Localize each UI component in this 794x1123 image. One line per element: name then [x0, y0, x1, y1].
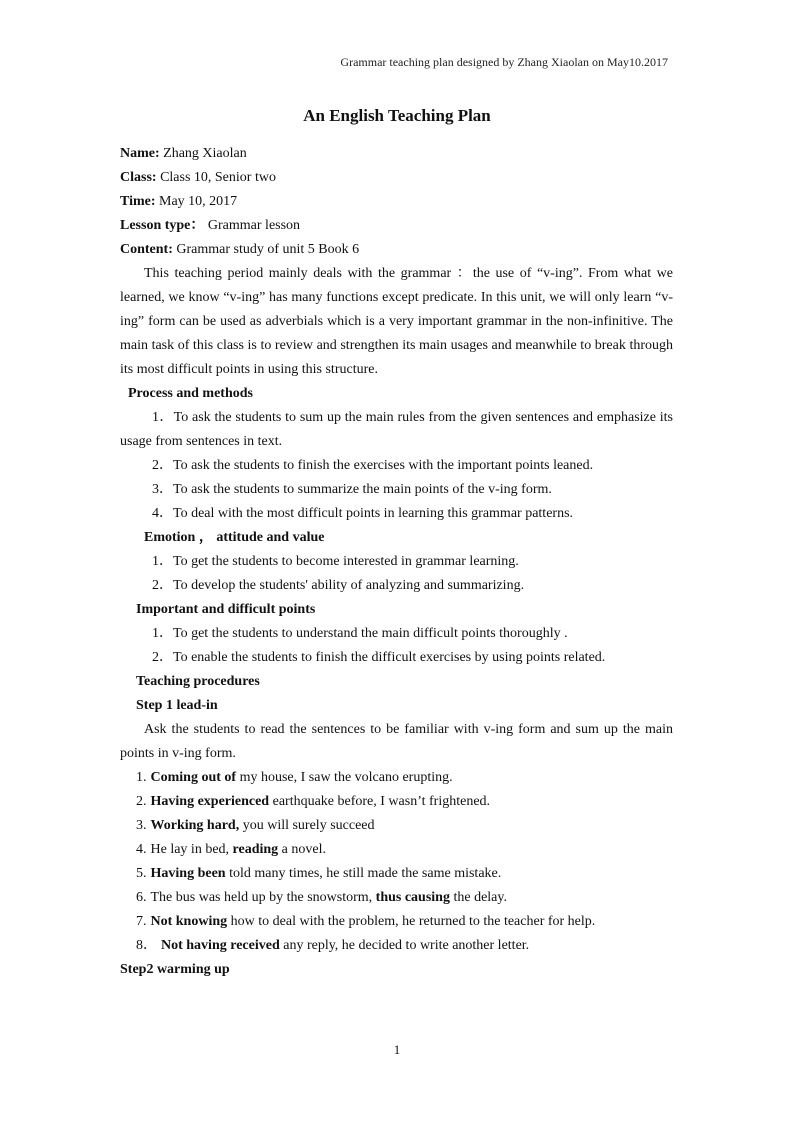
- sentence-pre: He lay in bed,: [150, 842, 233, 857]
- sentence-highlight: Not knowing: [150, 914, 228, 929]
- example-sentence: [120, 886, 673, 910]
- sentence-highlight: Coming out of: [150, 770, 237, 785]
- info-time-label: Time:: [120, 194, 156, 209]
- sentence-post: you will surely succeed: [239, 818, 375, 833]
- sentence-number: 1.: [136, 770, 147, 785]
- info-class-label: Class:: [120, 170, 157, 185]
- example-sentence: [120, 910, 673, 934]
- process-item: 2．To ask the students to finish the exercises with the important points leaned.: [152, 458, 594, 473]
- page-header: Grammar teaching plan designed by Zhang Xiaolan on May10.2017: [340, 55, 668, 69]
- info-time-value: May 10, 2017: [155, 194, 238, 209]
- example-sentence: [120, 814, 673, 838]
- sentence-post: any reply, he decided to write another letter.: [279, 938, 530, 953]
- sentence-highlight: reading: [232, 842, 279, 857]
- sentence-number: 8．: [136, 938, 157, 953]
- sentence-post: told many times, he still made the same mistake.: [225, 866, 502, 881]
- sentence-number: 4.: [136, 842, 147, 857]
- process-heading: Process and methods: [128, 386, 253, 401]
- example-sentence: [120, 934, 673, 958]
- info-name: [120, 142, 673, 166]
- sentence-number: 7.: [136, 914, 147, 929]
- document-title: An English Teaching Plan: [303, 106, 491, 125]
- sentence-post: the delay.: [449, 890, 507, 905]
- procedures-heading: Teaching procedures: [136, 674, 260, 689]
- example-sentence: [120, 838, 673, 862]
- emotion-item: 1．To get the students to become interested in grammar learning.: [152, 554, 519, 569]
- sentence-post: how to deal with the problem, he returned to the teacher for help.: [227, 914, 596, 929]
- important-heading: Important and difficult points: [136, 602, 316, 617]
- sentence-highlight: Working hard,: [150, 818, 240, 833]
- info-lesson-type-value: Grammar lesson: [204, 218, 301, 233]
- step1-heading: Step 1 lead-in: [136, 698, 218, 713]
- page-number: 1: [393, 1042, 401, 1057]
- info-lesson-type-label: Lesson type：: [120, 218, 205, 233]
- sentence-post: earthquake before, I wasn’t frightened.: [269, 794, 491, 809]
- info-class: [120, 166, 673, 190]
- example-sentence: [120, 790, 673, 814]
- process-item: 4．To deal with the most difficult points in learning this grammar patterns.: [152, 506, 574, 521]
- sentence-highlight: Having experienced: [150, 794, 270, 809]
- info-class-value: Class 10, Senior two: [156, 170, 276, 185]
- sentence-highlight: Having been: [150, 866, 226, 881]
- info-name-label: Name:: [120, 146, 160, 161]
- important-item: 2．To enable the students to finish the difficult exercises by using points related.: [152, 650, 606, 665]
- info-time: [120, 190, 673, 214]
- sentence-number: 6.: [136, 890, 147, 905]
- info-content-label: Content:: [120, 242, 173, 257]
- sentence-post: a novel.: [278, 842, 326, 857]
- info-name-value: Zhang Xiaolan: [159, 146, 247, 161]
- sentence-highlight: thus causing: [375, 890, 450, 905]
- important-item: 1．To get the students to understand the main difficult points thoroughly .: [152, 626, 568, 641]
- sentence-highlight: Not having received: [161, 938, 280, 953]
- sentence-number: 3.: [136, 818, 147, 833]
- sentence-number: 5.: [136, 866, 147, 881]
- emotion-heading: Emotion ， attitude and value: [144, 530, 325, 545]
- example-sentence: [120, 766, 673, 790]
- example-sentence: [120, 862, 673, 886]
- info-lesson-type: [120, 214, 673, 238]
- sentence-pre: The bus was held up by the snowstorm,: [150, 890, 376, 905]
- info-content-value: Grammar study of unit 5 Book 6: [172, 242, 360, 257]
- step2-heading: Step2 warming up: [120, 962, 230, 977]
- sentence-number: 2.: [136, 794, 147, 809]
- document-body: [120, 142, 673, 982]
- process-item: 1．To ask the students to sum up the main rules from the given sentences and emphasize its usage from sentences in text.: [120, 410, 673, 449]
- sentence-post: my house, I saw the volcano erupting.: [236, 770, 453, 785]
- info-content: [120, 238, 673, 262]
- process-item: 3．To ask the students to summarize the main points of the v-ing form.: [152, 482, 552, 497]
- intro-paragraph: This teaching period mainly deals with the grammar ：the use of “v-ing”. From what we learned, we know “v-ing” has many functions except predicate. In this unit, we will only learn “v-ing” form can be used as adverbials which is a very important grammar in the non-infinitive. The main task of this class is to review and strengthen its main usages and meanwhile to break through its most difficult points in using this structure.: [120, 266, 673, 377]
- emotion-item: 2．To develop the students' ability of analyzing and summarizing.: [152, 578, 525, 593]
- step1-paragraph: Ask the students to read the sentences to be familiar with v-ing form and sum up the main points in v-ing form.: [120, 722, 673, 761]
